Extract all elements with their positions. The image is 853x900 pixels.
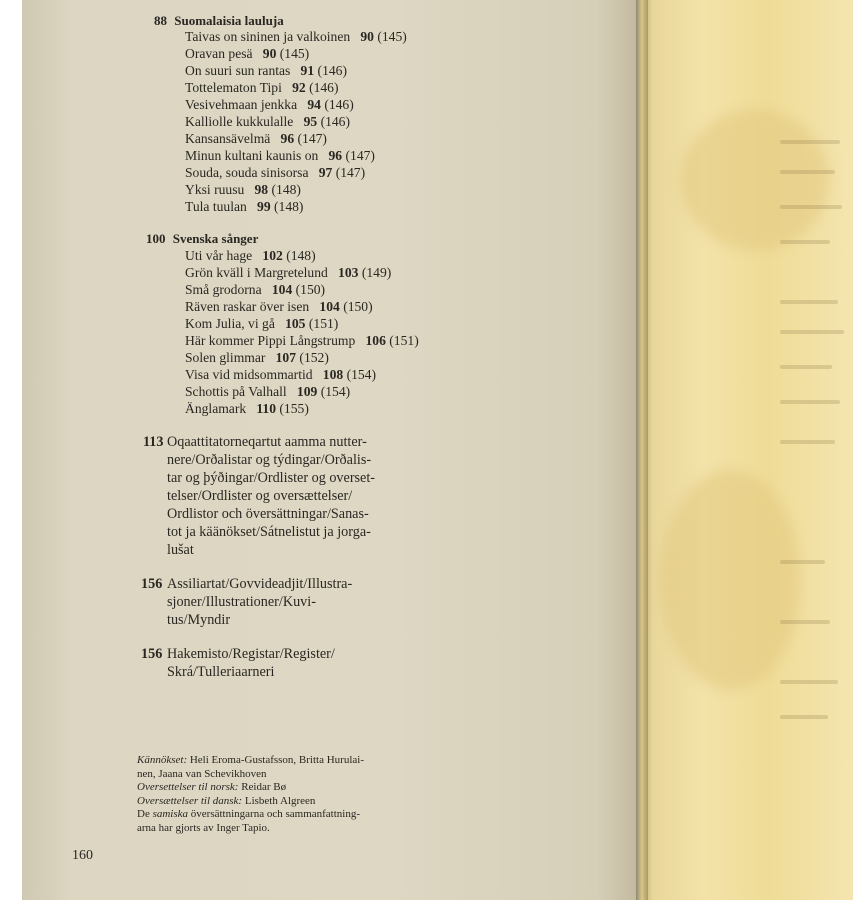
list-item: Souda, souda sinisorsa 97 (147)	[185, 165, 366, 180]
list-item: Vesivehmaan jenkka 94 (146)	[185, 97, 354, 112]
section-heading: 88 Suomalaisia lauluja	[154, 13, 284, 28]
list-item: Här kommer Pippi Långstrump 106 (151)	[185, 333, 419, 348]
right-page-stain	[680, 110, 830, 250]
entry-number: 156	[141, 576, 163, 592]
show-through-text	[780, 140, 840, 144]
right-page-stain	[660, 470, 800, 690]
show-through-text	[780, 330, 844, 334]
show-through-text	[780, 680, 838, 684]
credit-line: Oversettelser til norsk: Reidar Bø	[137, 781, 287, 793]
list-item: Taivas on sininen ja valkoinen 90 (145)	[185, 29, 407, 44]
credit-line: Oversættelser til dansk: Lisbeth Algreen	[137, 794, 316, 807]
credit-line: arna har gjorts av Inger Tapio.	[137, 821, 270, 834]
translation-credits	[137, 754, 407, 835]
show-through-text	[780, 240, 830, 244]
list-item: Oravan pesä 90 (145)	[185, 46, 310, 61]
show-through-text	[780, 715, 828, 719]
section-heading: 100 Svenska sånger	[146, 231, 259, 246]
list-item: Visa vid midsommartid 108 (154)	[185, 367, 377, 382]
entry-text-line: Skrá/Tulleriaarneri	[167, 664, 275, 680]
entry-text-line: sjoner/Illustrationer/Kuvi-	[167, 594, 316, 610]
list-item: Minun kultani kaunis on 96 (147)	[185, 148, 375, 163]
book-spine	[636, 0, 648, 900]
show-through-text	[780, 620, 830, 624]
list-item: Yksi ruusu 98 (148)	[185, 182, 301, 197]
show-through-text	[780, 170, 835, 174]
entry-text-line: telser/Ordlister og oversættelser/	[167, 488, 353, 504]
list-item: Änglamark 110 (155)	[185, 401, 309, 416]
list-item: Kalliolle kukkulalle 95 (146)	[185, 114, 351, 129]
list-item: Uti vår hage 102 (148)	[185, 248, 316, 263]
entry-text-line: lušat	[167, 542, 194, 558]
credit-line: De samiska översättningarna och sammanfattning-	[137, 808, 361, 820]
list-item: Tottelematon Tipi 92 (146)	[185, 80, 339, 95]
entry-text-line: tus/Myndir	[167, 612, 231, 628]
list-item: Tula tuulan 99 (148)	[185, 199, 304, 214]
entry-number: 113	[143, 434, 164, 450]
list-item: Kom Julia, vi gå 105 (151)	[185, 316, 339, 331]
entry-text-line: tar og þýðingar/Ordlister og overset-	[167, 470, 376, 486]
list-item: Kansansävelmä 96 (147)	[185, 131, 327, 146]
show-through-text	[780, 560, 825, 564]
entry-text-line: Hakemisto/Registar/Register/	[167, 646, 335, 662]
show-through-text	[780, 400, 840, 404]
entry-text-line: Ordlistor och översättningar/Sanas-	[167, 506, 369, 522]
list-item: Solen glimmar 107 (152)	[185, 350, 329, 365]
show-through-text	[780, 300, 838, 304]
show-through-text	[780, 365, 832, 369]
entry-text-line: nere/Orðalistar og týdingar/Orðalis-	[167, 452, 372, 468]
show-through-text	[780, 440, 835, 444]
list-item: Schottis på Valhall 109 (154)	[185, 384, 351, 399]
credit-line: nen, Jaana van Schevikhoven	[137, 767, 267, 780]
entry-text-line: Assiliartat/Govvideadjit/Illustra-	[167, 576, 353, 592]
credit-line: Kännökset: Heli Eroma-Gustafsson, Britta Hurulai-	[137, 754, 364, 766]
list-item: On suuri sun rantas 91 (146)	[185, 63, 347, 78]
list-item: Grön kväll i Margretelund 103 (149)	[185, 265, 392, 280]
right-page	[640, 0, 853, 900]
entry-number: 156	[141, 646, 163, 662]
entry-text-line: Oqaattitatorneqartut aamma nutter-	[167, 434, 367, 450]
show-through-text	[780, 205, 842, 209]
entry-text-line: tot ja käänökset/Sátnelistut ja jorga-	[167, 524, 371, 540]
list-item: Små grodorna 104 (150)	[185, 282, 326, 297]
page-number: 160	[72, 848, 93, 863]
list-item: Räven raskar över isen 104 (150)	[185, 299, 373, 314]
